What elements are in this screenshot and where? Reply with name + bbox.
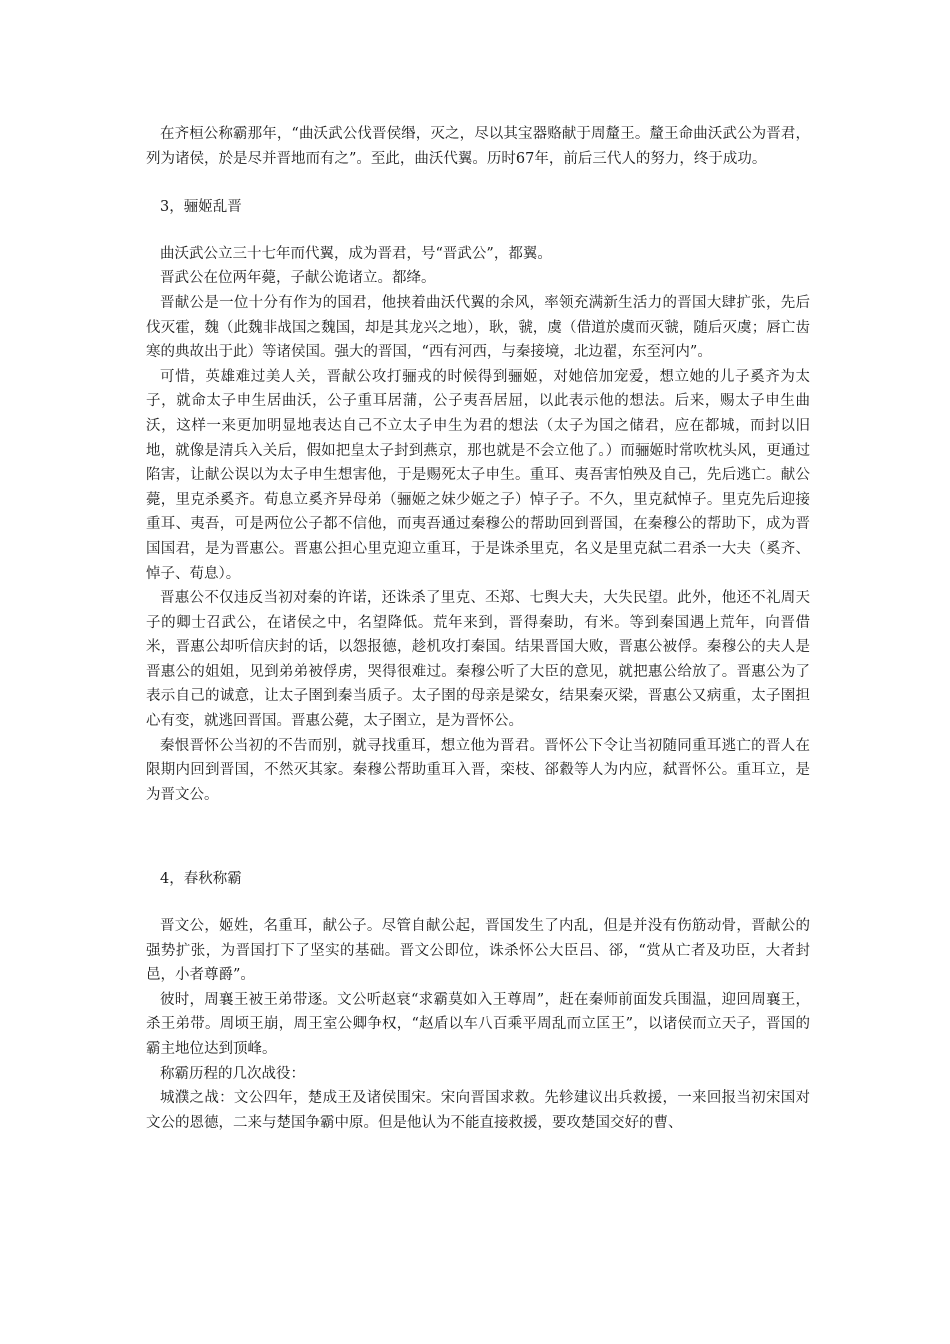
paragraph: 城濮之战：文公四年，楚成王及诸侯围宋。宋向晋国求救。先轸建议出兵救援，一来回报当初宋国对文公的恩德，二来与楚国争霸中原。但是他认为不能直接救援，要攻楚国交好的曹、 [146, 1090, 810, 1131]
paragraph: 可惜，英雄难过美人关，晋献公攻打骊戎的时候得到骊姬，对她倍加宠爱，想立她的儿子奚齐为太子，就命太子申生居曲沃，公子重耳居蒲，公子夷吾居屈，以此表示他的想法。后来，赐太子申生曲沃，这样一来更加明显地表达自己不立太子申生为君的想法（太子为国之储君，应在都城，而封以旧地，就像是清兵入关后，假如把皇太子封到燕京，那也就是不会立他了。）而骊姬时常吹枕头风，更通过陷害，让献公误以为太子申生想害他，于是赐死太子申生。重耳、夷吾害怕殃及自己，先后逃亡。献公薨，里克杀奚齐。荀息立奚齐异母弟（骊姬之妹少姬之子）悼子子。不久，里克弑悼子。里克先后迎接重耳、夷吾，可是两位公子都不信他，而夷吾通过秦穆公的帮助回到晋国，在秦穆公的帮助下，成为晋国国君，是为晋惠公。晋惠公担心里克迎立重耳，于是诛杀里克，名义是里克弑二君杀一大夫（奚齐、悼子、荀息）。 [146, 368, 810, 582]
spacer [146, 220, 810, 242]
paragraph: 称霸历程的几次战役： [160, 1065, 305, 1082]
paragraph: 秦恨晋怀公当初的不告而别，就寻找重耳，想立他为晋君。晋怀公下令让当初随同重耳逃亡的晋人在限期内回到晋国，不然灭其家。秦穆公帮助重耳入晋，栾枝、郤縠等人为内应，弑晋怀公。重耳立，是为晋文公。 [146, 737, 810, 803]
spacer [146, 892, 810, 914]
paragraph: 晋惠公不仅违反当初对秦的许诺，还诛杀了里克、丕郑、七舆大夫，大失民望。此外，他还不礼周天子的卿士召武公，在诸侯之中，名望降低。荒年来到，晋得秦助，有米。等到秦国遇上荒年，向晋借米，晋惠公却听信庆封的话，以怨报德，趁机攻打秦国。结果晋国大败，晋惠公被俘。秦穆公的夫人是晋惠公的姐姐，见到弟弟被俘虏，哭得很难过。秦穆公听了大臣的意见，就把惠公给放了。晋惠公为了表示自己的诚意，让太子圉到秦当质子。太子圉的母亲是梁女，结果秦灭梁，晋惠公又病重，太子圉担心有变，就逃回晋国。晋惠公薨，太子圉立，是为晋怀公。 [146, 590, 810, 730]
spacer [146, 171, 810, 195]
paragraph: 晋文公，姬姓，名重耳，献公子。尽管自献公起，晋国发生了内乱，但是并没有伤筋动骨，晋献公的强势扩张，为晋国打下了坚实的基础。晋文公即位，诛杀怀公大臣吕、郤，“赏从亡者及功臣，大者封邑，小者尊爵”。 [146, 918, 810, 984]
section-heading: 3，骊姬乱晋 [160, 199, 242, 216]
section-heading: 4，春秋称霸 [160, 871, 242, 888]
document-page [146, 122, 810, 1135]
paragraph: 彼时，周襄王被王弟带逐。文公听赵衰“求霸莫如入王尊周”，赶在秦师前面发兵围温，迎回周襄王，杀王弟带。周顷王崩，周王室公卿争权，“赵盾以车八百乘平周乱而立匡王”，以诸侯而立天子，晋国的霸主地位达到顶峰。 [146, 991, 810, 1057]
paragraph: 晋武公在位两年薨，子献公诡诸立。都绛。 [160, 270, 436, 287]
spacer [146, 807, 810, 867]
paragraph: 在齐桓公称霸那年，“曲沃武公伐晋侯缗，灭之，尽以其宝器赂献于周釐王。釐王命曲沃武公为晋君，列为诸侯，於是尽并晋地而有之”。至此，曲沃代翼。历时67年，前后三代人的努力，终于成功。 [146, 126, 810, 167]
paragraph: 曲沃武公立三十七年而代翼，成为晋君，号“晋武公”，都翼。 [160, 245, 552, 262]
paragraph: 晋献公是一位十分有作为的国君，他挟着曲沃代翼的余风，率领充满新生活力的晋国大肆扩张，先后伐灭霍，魏（此魏非战国之魏国，却是其龙兴之地），耿，虢，虞（借道於虞而灭虢，随后灭虞；唇亡齿寒的典故出于此）等诸侯国。强大的晋国，“西有河西，与秦接境，北边翟，东至河内”。 [146, 294, 810, 361]
